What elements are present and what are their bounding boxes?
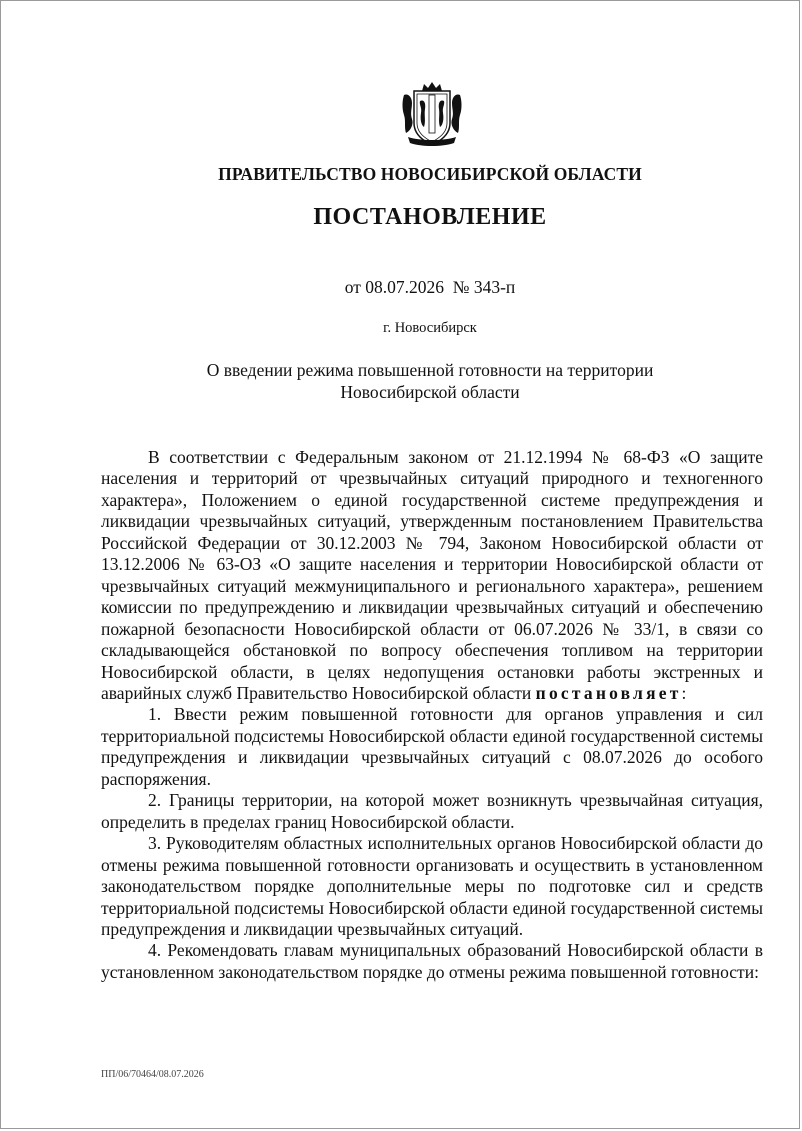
document-body — [101, 447, 763, 983]
item-paragraph-2: 2. Границы территории, на которой может возникнуть чрезвычайная ситуация, определить в пределах границ Новосибирской области. — [101, 790, 763, 832]
item-paragraph-3: 3. Руководителям областных исполнительных органов Новосибирской области до отмены режима повышенной готовности организовать и осуществить в установленном законодательством порядке дополнительные меры по подготовке сил и средств территориальной подсистемы Новосибирской области единой государственной системы предупреждения и ликвидации чрезвычайных ситуаций. — [101, 833, 763, 939]
document-subject — [101, 360, 759, 403]
organization-title: ПРАВИТЕЛЬСТВО НОВОСИБИРСКОЙ ОБЛАСТИ — [218, 164, 642, 184]
item-paragraph-4: 4. Рекомендовать главам муниципальных образований Новосибирской области в установленном законодательством порядке до отмены режима повышенной готовности: — [101, 940, 763, 982]
item-paragraph-1: 1. Ввести режим повышенной готовности для органов управления и сил территориальной подсистемы Новосибирской области единой государственной системы предупреждения и ликвидации чрезвычайных ситуаций с 08.07.2026 до особого распоряжения. — [101, 704, 763, 789]
preamble-text: В соответствии с Федеральным законом от 21.12.1994 № 68-ФЗ «О защите населения и территорий от чрезвычайных ситуаций природного и техногенного характера», Положением о единой государственной системе предупреждения и ликвидации чрезвычайных ситуаций, утвержденным постановлением Правительства Российской Федерации от 30.12.2003 № 794, Законом Новосибирской области от 13.12.2006 № 63-ОЗ «О защите населения и территории Новосибирской области от чрезвычайных ситуаций межмуниципального и регионального характера», решением комиссии по предупреждению и ликвидации чрезвычайных ситуаций и обеспечению пожарной безопасности Новосибирской области от 06.07.2026 № 33/1, в связи со складывающейся обстановкой по вопросу обеспечения топливом на территории Новосибирской области, в целях недопущения остановки работы экстренных и аварийных служб Правительство Новосибирской области — [101, 447, 763, 703]
document-code-footer: ПП/06/70464/08.07.2026 — [101, 1069, 204, 1080]
decree-colon: : — [681, 682, 687, 703]
city-line: г. Новосибирск — [383, 320, 477, 336]
subject-line-1: О введении режима повышенной готовности на территории — [206, 360, 654, 380]
document-type-title: ПОСТАНОВЛЕНИЕ — [313, 204, 547, 230]
coat-of-arms-icon — [400, 81, 464, 149]
decree-word: постановляет — [535, 682, 682, 703]
subject-line-2: Новосибирской области — [340, 381, 520, 402]
preamble-paragraph — [101, 447, 763, 704]
date-and-number: от 08.07.2026 № 343-п — [344, 277, 516, 297]
